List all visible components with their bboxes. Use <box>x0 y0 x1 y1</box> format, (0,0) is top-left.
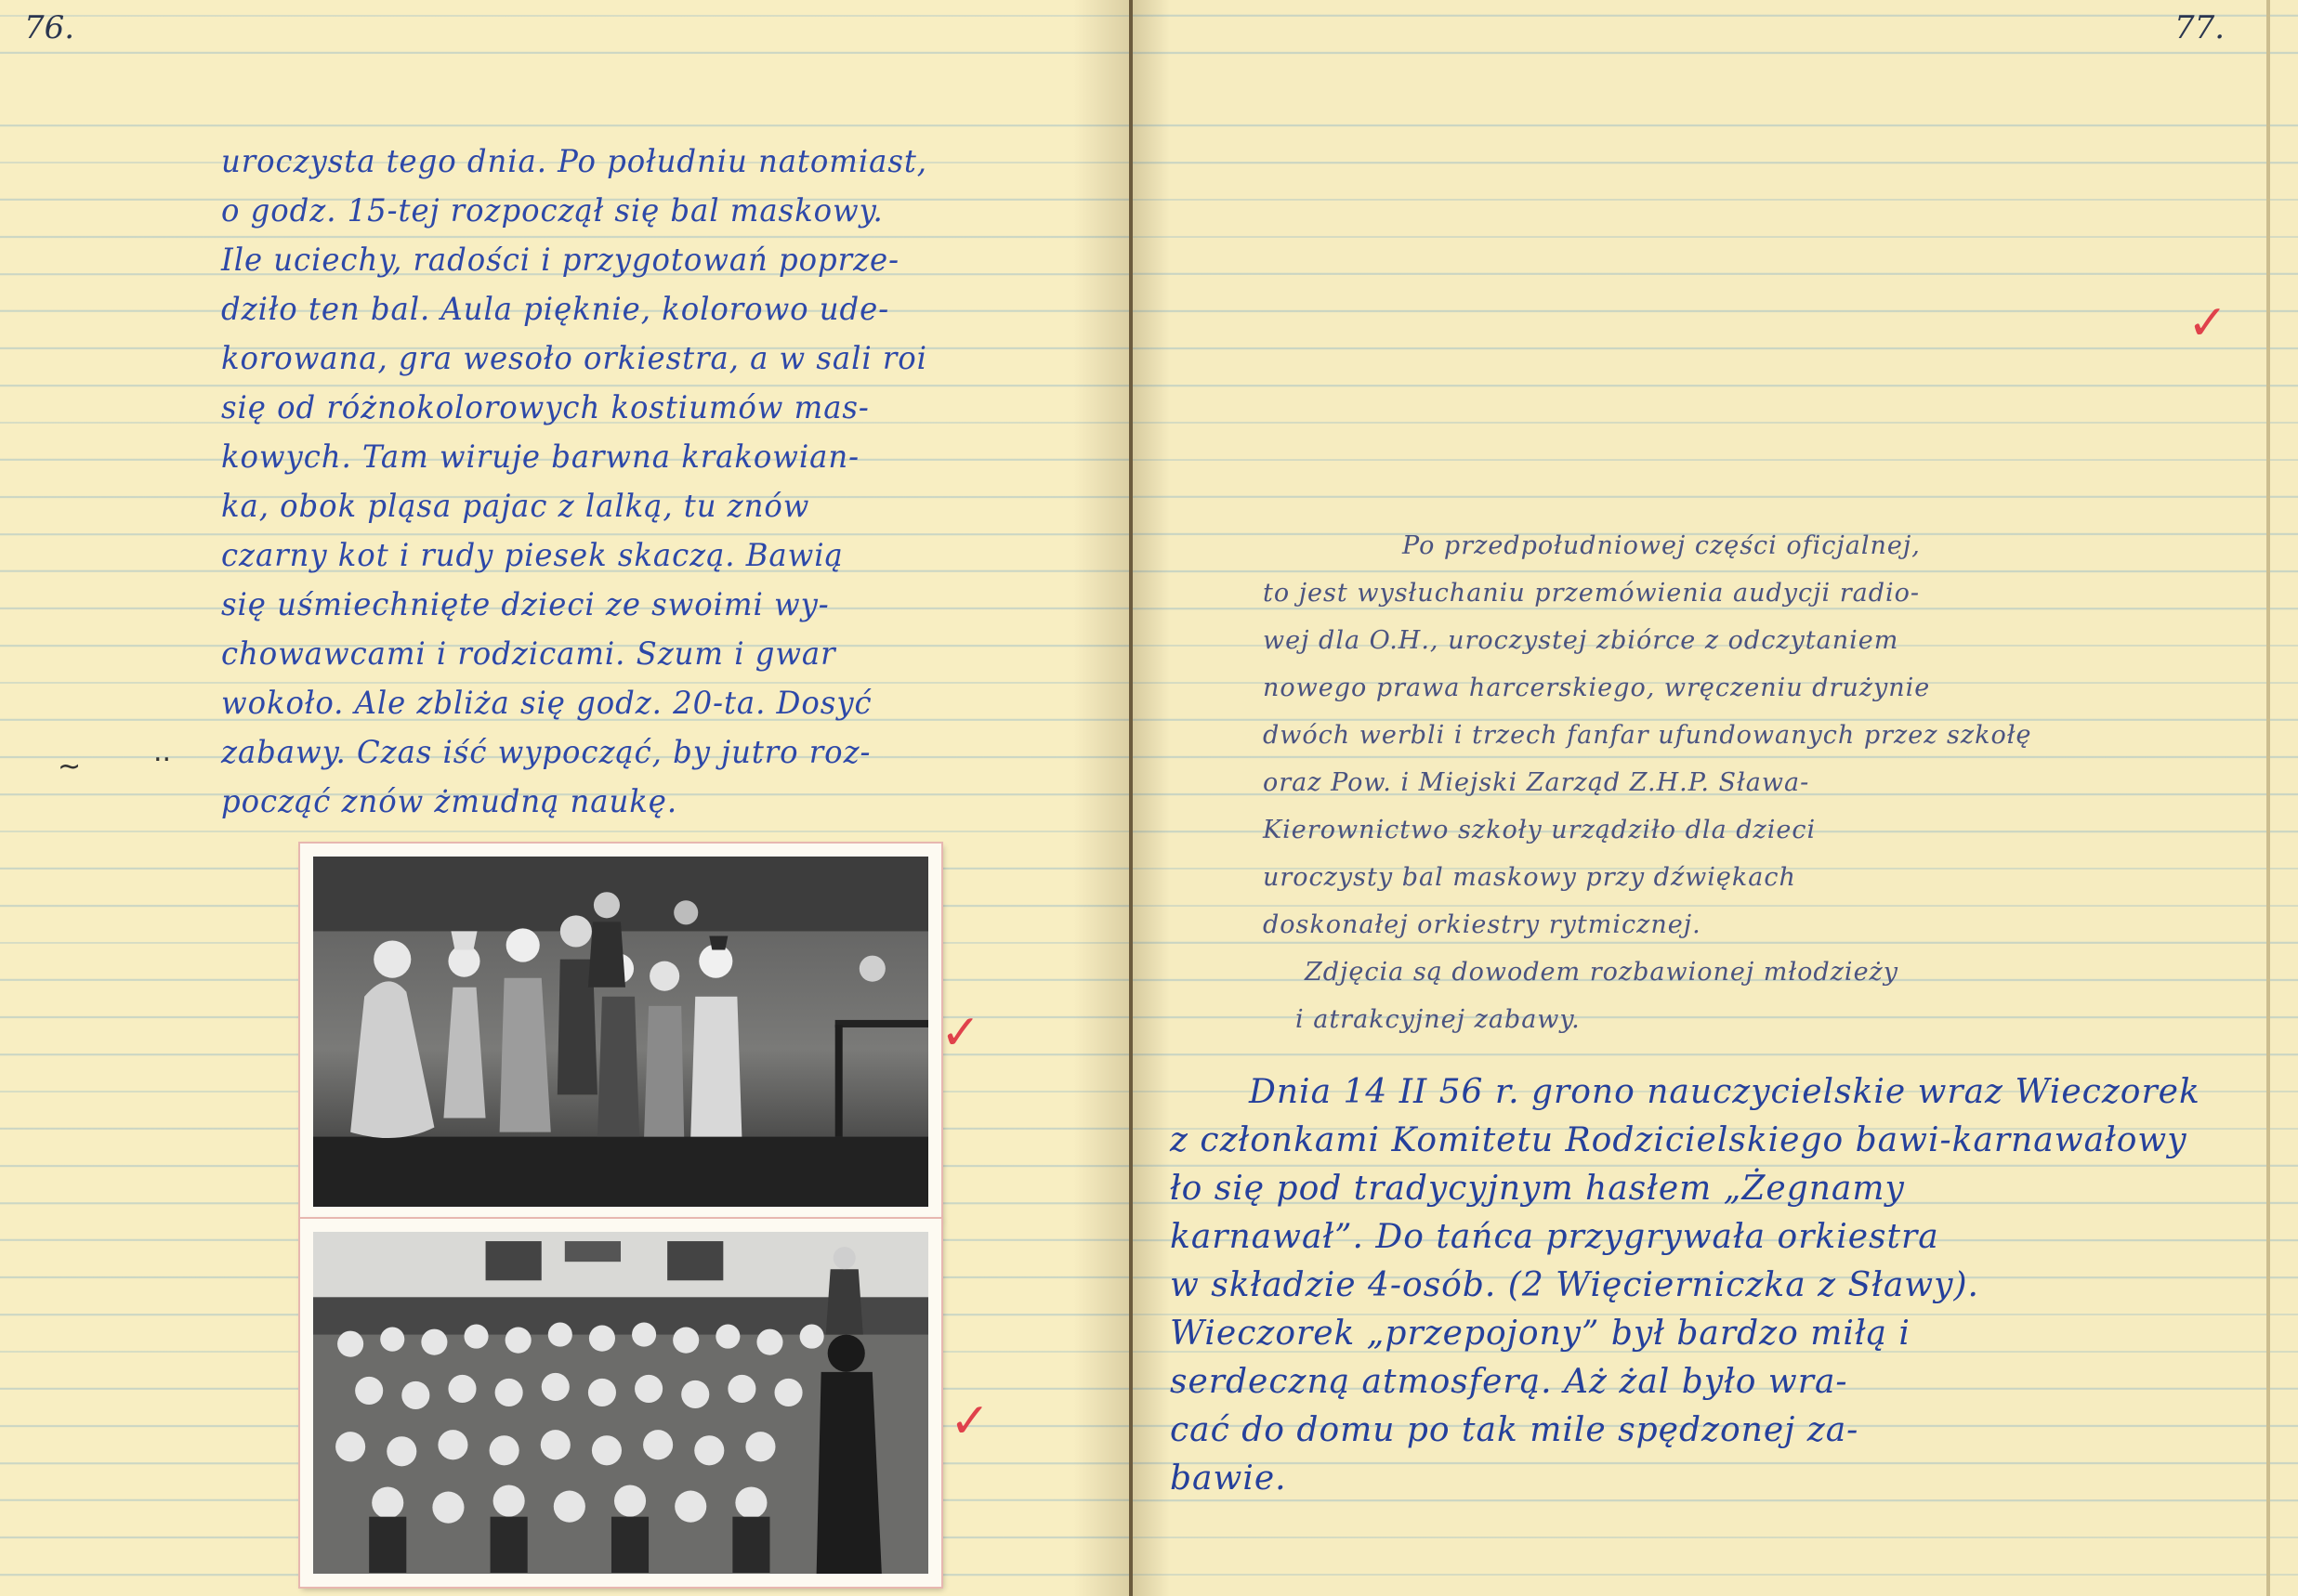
check-mark-icon: ✓ <box>940 1005 981 1061</box>
text-line: wokoło. Ale zbliża się godz. 20-ta. Dosyć <box>221 685 873 722</box>
photo-children-in-costumes-on-stage <box>300 844 941 1220</box>
right-page-text-block-2 <box>1170 1068 2200 1503</box>
text-line: Po przedpołudniowej części oficjalnej, <box>1402 531 1921 560</box>
text-line: się uśmiechnięte dzieci ze swoimi wy- <box>221 586 830 623</box>
text-line: dziło ten bal. Aula pięknie, kolorowo ude- <box>221 291 890 328</box>
margin-dots-mark: .. <box>153 736 172 768</box>
page-edge-line <box>2266 0 2270 1596</box>
text-line: uroczysty bal maskowy przy dźwiękach <box>1263 863 1796 892</box>
text-line: Dnia 14 II 56 r. grono nauczycielskie wraz Wieczorek <box>1249 1073 2200 1111</box>
text-line: z członkami Komitetu Rodzicielskiego bawi-karnawałowy <box>1170 1121 2187 1159</box>
text-line: się od różnokolorowych kostiumów mas- <box>221 389 870 426</box>
photo-image <box>313 857 928 1207</box>
check-mark-icon: ✓ <box>950 1393 991 1449</box>
text-line: począć znów żmudną naukę. <box>221 783 678 820</box>
page-number-left: 76. <box>24 9 75 46</box>
right-page-text-block-1 <box>1263 522 2031 1043</box>
photo-group-of-masked-children <box>300 1219 941 1587</box>
right-page <box>1133 0 2298 1596</box>
text-line: bawie. <box>1170 1459 1287 1498</box>
photo-children-group-picture <box>313 1232 928 1574</box>
text-line: chowawcami i rodzicami. Szum i gwar <box>221 635 836 673</box>
text-line: serdeczną atmosferą. Aż żal było wra- <box>1170 1363 1848 1401</box>
text-line: Wieczorek „przepojony” był bardzo miłą i <box>1170 1315 1911 1353</box>
text-line: czarny kot i rudy piesek skaczą. Bawią <box>221 537 844 574</box>
text-line: doskonałej orkiestry rytmicznej. <box>1263 910 1701 939</box>
left-page <box>0 0 1129 1596</box>
text-line: cać do domu po tak mile spędzonej za- <box>1170 1411 1859 1449</box>
text-line: ło się pod tradycyjnym hasłem „Żegnamy <box>1170 1170 1905 1208</box>
text-line: kowych. Tam wiruje barwna krakowian- <box>221 438 860 476</box>
text-line: karnawał”. Do tańca przygrywała orkiestra <box>1170 1218 1939 1256</box>
text-line: w składzie 4-osób. (2 Więcierniczka z Sławy). <box>1170 1266 1979 1304</box>
text-line: dwóch werbli i trzech fanfar ufundowanych przez szkołę <box>1263 721 2032 750</box>
text-line: wej dla O.H., uroczystej zbiórce z odczytaniem <box>1263 626 1899 655</box>
text-line: o godz. 15-tej rozpoczął się bal maskowy. <box>221 192 884 229</box>
text-line: ka, obok pląsa pajac z lalką, tu znów <box>221 488 810 525</box>
text-line: korowana, gra wesoło orkiestra, a w sali roi <box>221 340 927 377</box>
page-number-right: 77. <box>2174 9 2226 46</box>
photo-children-stage-picture <box>313 857 928 1207</box>
text-line: to jest wysłuchaniu przemówienia audycji radio- <box>1263 579 1921 608</box>
text-line: Ile uciechy, radości i przygotowań poprze- <box>221 242 900 279</box>
text-line: uroczysta tego dnia. Po południu natomiast, <box>221 143 927 180</box>
photo-image <box>313 1232 928 1574</box>
left-page-text <box>221 137 965 827</box>
text-line: zabawy. Czas iść wypocząć, by jutro roz- <box>221 734 872 771</box>
text-line: oraz Pow. i Miejski Zarząd Z.H.P. Sława- <box>1263 768 1810 797</box>
margin-squiggle-mark: ~ <box>58 751 82 783</box>
text-line: nowego prawa harcerskiego, wręczeniu drużynie <box>1263 674 1931 702</box>
check-mark-icon: ✓ <box>2187 295 2228 351</box>
text-line: Zdjęcia są dowodem rozbawionej młodzieży <box>1305 958 1899 987</box>
text-line: Kierownictwo szkoły urządziło dla dzieci <box>1263 816 1817 844</box>
text-line: i atrakcyjnej zabawy. <box>1295 1005 1581 1034</box>
